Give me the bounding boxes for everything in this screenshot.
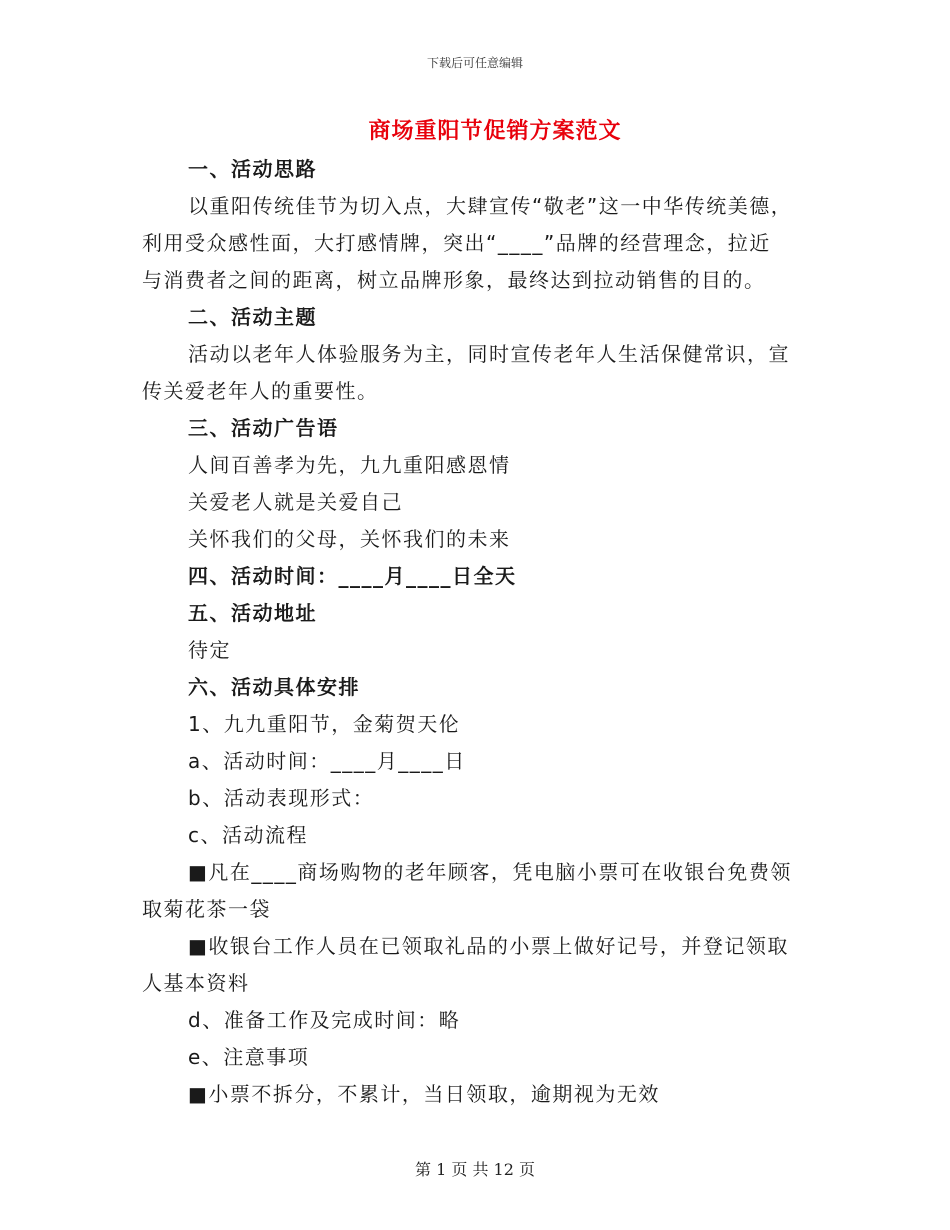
paragraph-line: 传关爱老年人的重要性。 bbox=[142, 379, 379, 403]
paragraph-line: 取菊花茶一袋 bbox=[142, 897, 271, 921]
document-title: 商场重阳节促销方案范文 bbox=[368, 119, 622, 144]
list-item: a、活动时间：____月____日 bbox=[188, 749, 466, 773]
list-item: e、注意事项 bbox=[188, 1045, 310, 1069]
bullet-item: ■收银台工作人员在已领取礼品的小票上做好记号，并登记领取 bbox=[188, 934, 789, 958]
list-item: c、活动流程 bbox=[188, 823, 308, 847]
slogan-line: 关怀我们的父母，关怀我们的未来 bbox=[188, 527, 511, 551]
section-heading-5: 五、活动地址 bbox=[188, 601, 317, 625]
section-heading-1: 一、活动思路 bbox=[188, 157, 317, 181]
section-heading-6: 六、活动具体安排 bbox=[188, 675, 360, 699]
paragraph-line: 活动以老年人体验服务为主，同时宣传老年人生活保健常识，宣 bbox=[188, 342, 790, 366]
list-item: d、准备工作及完成时间：略 bbox=[188, 1008, 461, 1032]
list-item: b、活动表现形式： bbox=[188, 786, 375, 810]
paragraph-line: 利用受众感性面，大打感情牌，突出“____”品牌的经营理念，拉近 bbox=[142, 231, 771, 255]
slogan-line: 人间百善孝为先，九九重阳感恩情 bbox=[188, 453, 511, 477]
list-item: 1、九九重阳节，金菊贺天伦 bbox=[188, 712, 461, 736]
bullet-item: ■凡在____商场购物的老年顾客，凭电脑小票可在收银台免费领 bbox=[188, 860, 792, 884]
slogan-line: 关爱老人就是关爱自己 bbox=[188, 490, 403, 514]
header-note: 下载后可任意编辑 bbox=[426, 56, 523, 70]
section-heading-4: 四、活动时间：____月____日全天 bbox=[188, 564, 517, 588]
page-number: 第 1 页 共 12 页 bbox=[415, 1160, 535, 1179]
paragraph-line: 与消费者之间的距离，树立品牌形象，最终达到拉动销售的目的。 bbox=[142, 268, 766, 292]
paragraph-line: 人基本资料 bbox=[142, 971, 250, 995]
paragraph-line: 待定 bbox=[188, 638, 231, 662]
bullet-item: ■小票不拆分，不累计，当日领取，逾期视为无效 bbox=[188, 1082, 660, 1106]
section-heading-2: 二、活动主题 bbox=[188, 305, 317, 329]
section-heading-3: 三、活动广告语 bbox=[188, 416, 339, 440]
paragraph-line: 以重阳传统佳节为切入点，大肆宣传“敬老”这一中华传统美德， bbox=[188, 194, 793, 218]
